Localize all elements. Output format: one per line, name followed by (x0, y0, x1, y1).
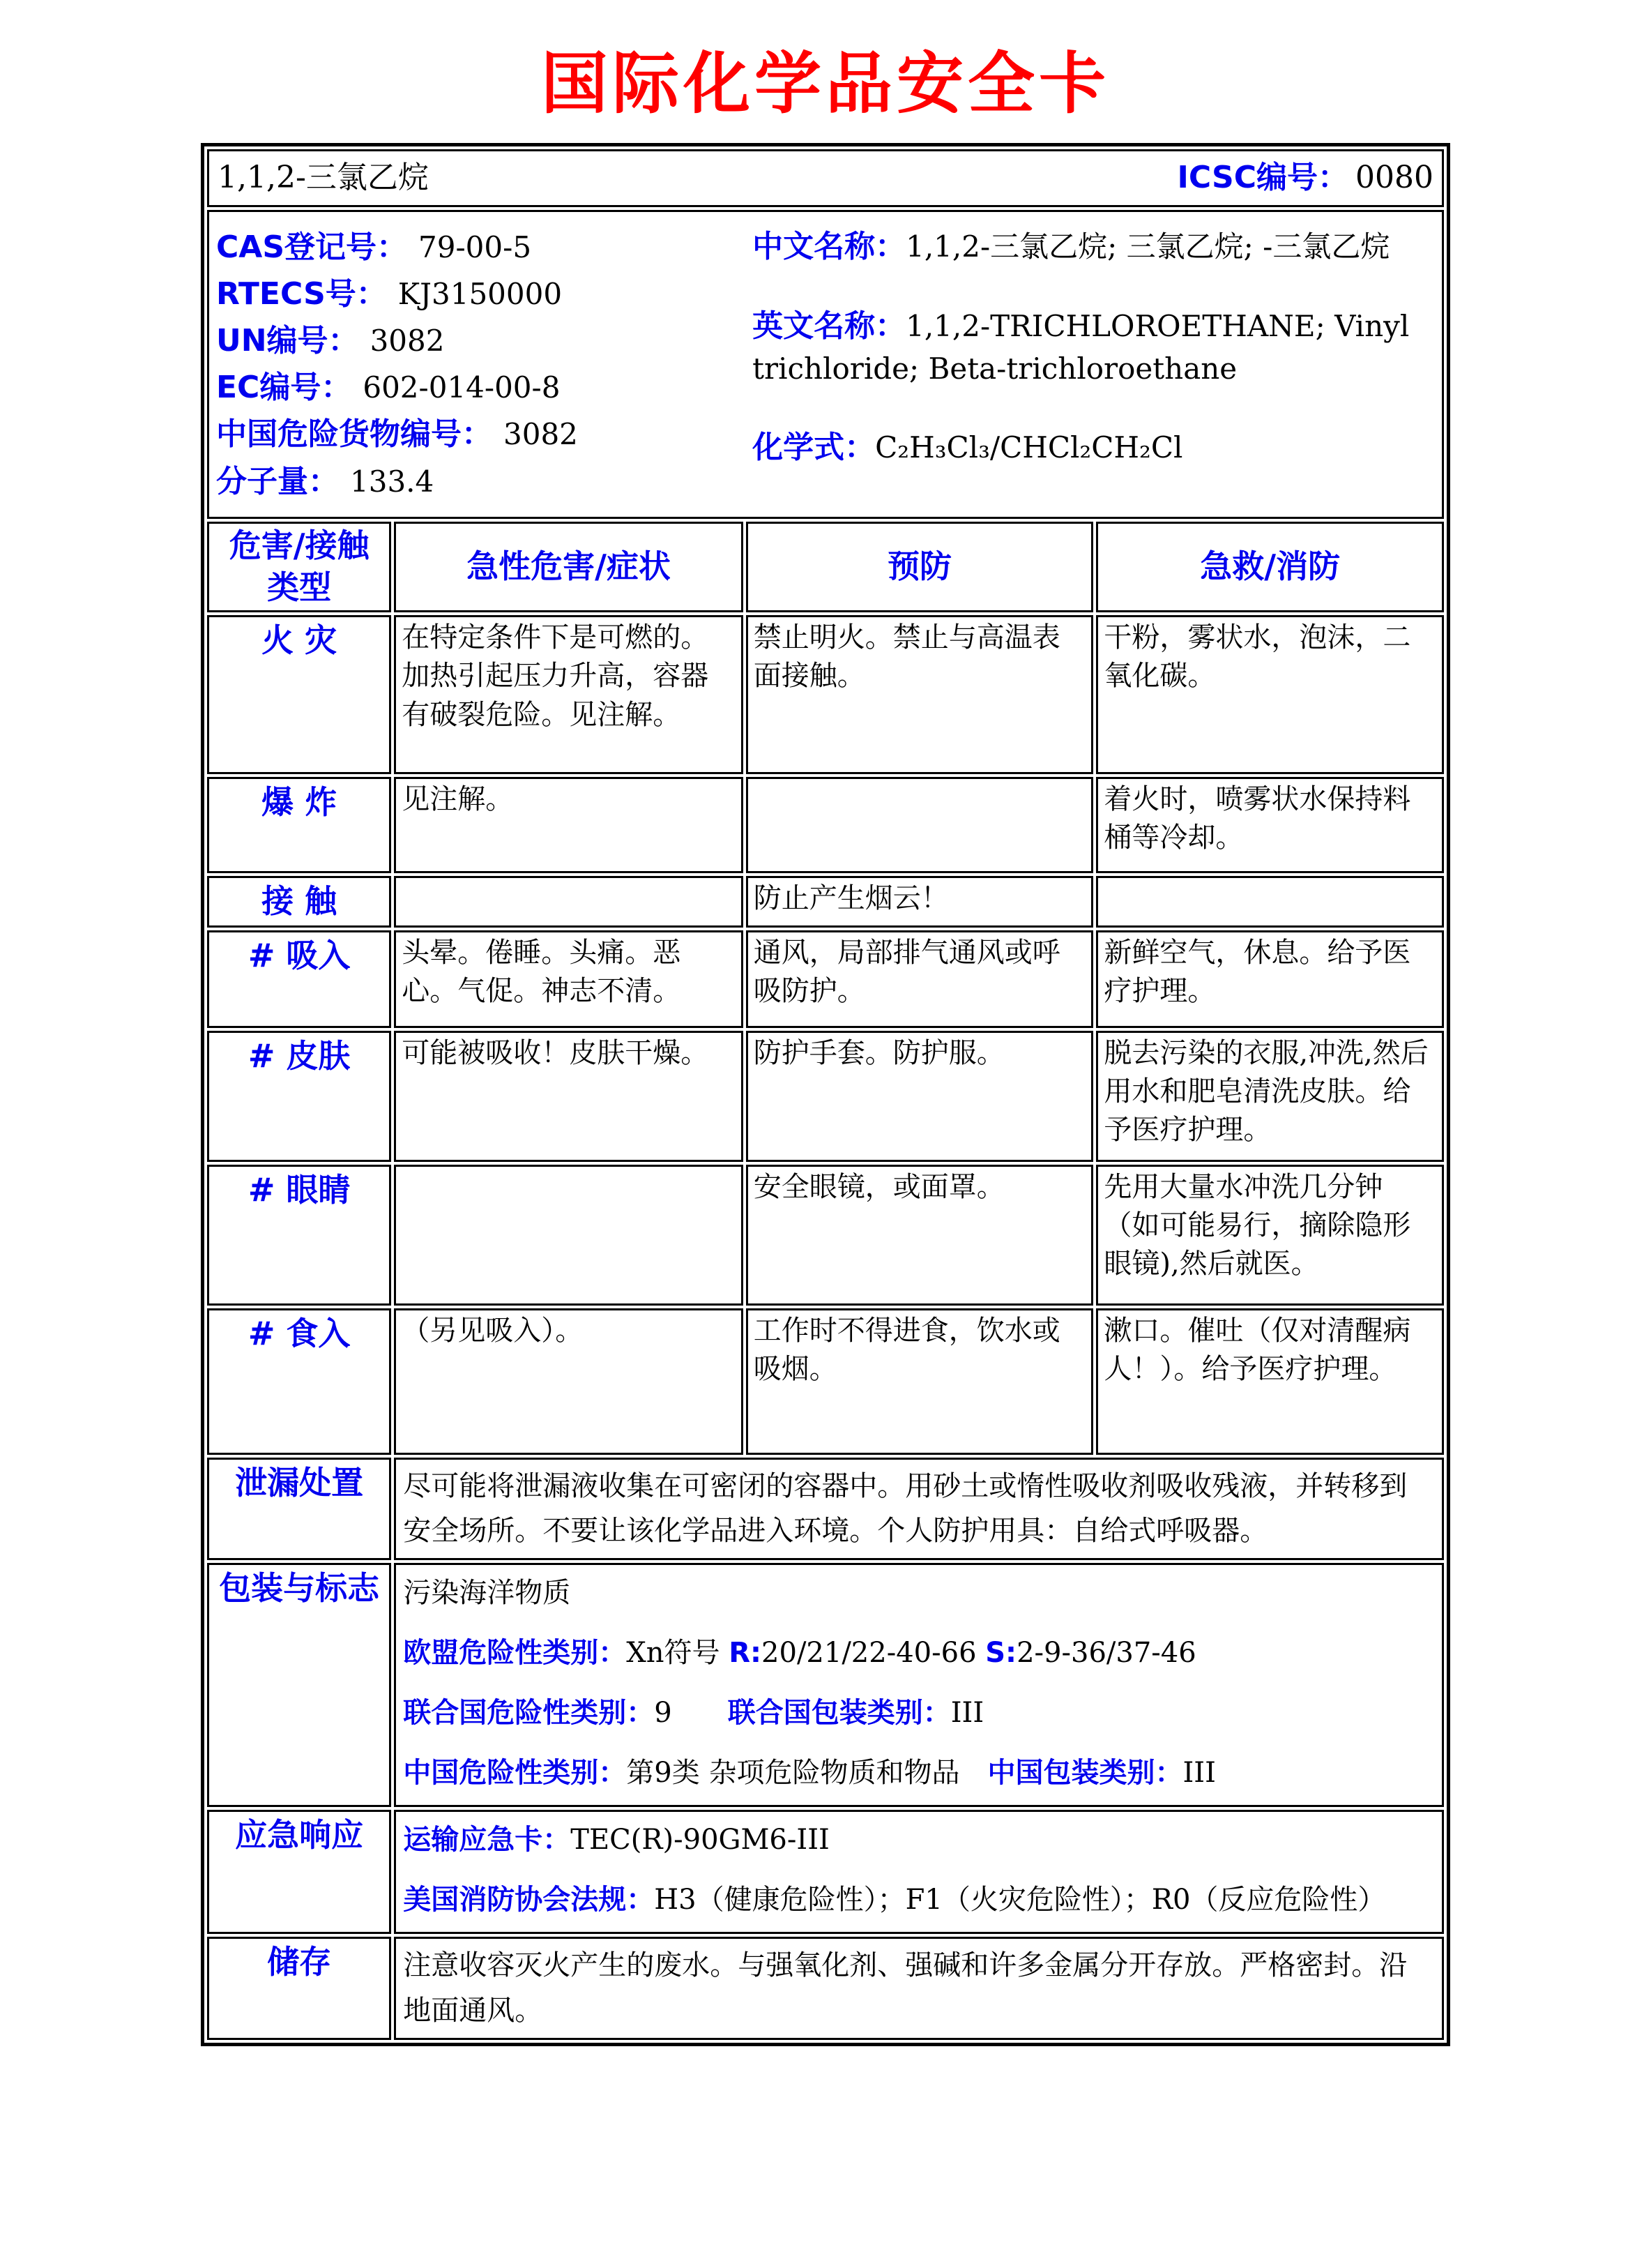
emergency-text (402, 1813, 1436, 1930)
packaging-line-eu: 欧盟危险性类别：Xn符号 R:20/21/22-40-66 S:2-9-36/37-46 (403, 1637, 1196, 1670)
contact-response (1096, 876, 1444, 927)
hazard-row-ingestion (207, 1308, 1444, 1455)
emergency-line-nfpa: 美国消防协会法规：H3（健康危险性）；F1（火灾危险性）；R0（反应危险性） (403, 1884, 1386, 1917)
storage-text: 注意收容灭火产生的废水。与强氧化剂、强碱和许多金属分开存放。严格密封。沿地面通风。 (403, 1949, 1408, 2027)
row-label-emergency: 应急响应 (235, 1816, 364, 1854)
row-label-explosion: 爆 炸 (261, 783, 337, 822)
row-label-inhalation: # 吸入 (248, 936, 351, 974)
eyes-prevention: 安全眼镜，或面罩。 (746, 1165, 1094, 1306)
explosion-response: 着火时，喷雾状水保持料桶等冷却。 (1096, 777, 1444, 873)
row-label-eyes: # 眼睛 (248, 1170, 351, 1209)
identifier-list (216, 220, 752, 508)
icsc-number-value: 0080 (1355, 160, 1433, 195)
inhalation-symptoms: 头晕。倦睡。头痛。恶心。气促。神志不清。 (394, 930, 743, 1028)
identifier-cas: CAS登记号： 79-00-5 (216, 229, 532, 265)
column-header-response: 急救/消防 (1200, 547, 1341, 585)
hazard-row-skin (207, 1031, 1444, 1162)
column-header-symptoms: 急性危害/症状 (466, 547, 671, 585)
row-label-spill: 泄漏处置 (235, 1463, 364, 1502)
card-header-row (207, 149, 1444, 207)
icsc-number (1178, 157, 1433, 199)
section-row-storage (207, 1937, 1444, 2040)
chemical-formula: 化学式：C₂H₃Cl₃/CHCl₂CH₂Cl (752, 430, 1183, 466)
ingestion-symptoms: （另见吸入）。 (394, 1308, 743, 1455)
packaging-line-marine: 污染海洋物质 (403, 1577, 571, 1610)
chinese-name: 中文名称：1,1,2-三氯乙烷; 三氯乙烷; -三氯乙烷 (752, 228, 1390, 264)
skin-prevention: 防护手套。防护服。 (746, 1031, 1094, 1162)
english-name: 英文名称：1,1,2-TRICHLOROETHANE; Vinyl trichloride; Beta-trichloroethane (752, 308, 1410, 386)
row-label-contact: 接 触 (261, 882, 337, 921)
eyes-symptoms (394, 1165, 743, 1306)
hazard-column-header-row (207, 522, 1444, 612)
skin-symptoms: 可能被吸收！皮肤干燥。 (394, 1031, 743, 1162)
name-list (752, 220, 1435, 508)
inhalation-prevention: 通风，局部排气通风或呼吸防护。 (746, 930, 1094, 1028)
packaging-line-un: 联合国危险性类别：9 联合国包装类别：III (403, 1697, 984, 1730)
substance-name: 1,1,2-三氯乙烷 (218, 160, 429, 195)
ingestion-response: 漱口。催吐（仅对清醒病人！）。给予医疗护理。 (1096, 1308, 1444, 1455)
hazard-row-fire (207, 615, 1444, 774)
column-header-prevention: 预防 (888, 547, 952, 585)
fire-symptoms: 在特定条件下是可燃的。加热引起压力升高，容器有破裂危险。见注解。 (394, 615, 743, 774)
identifier-un: UN编号： 3082 (216, 323, 445, 359)
hazard-row-explosion (207, 777, 1444, 873)
icsc-number-label: ICSC编号： (1177, 160, 1349, 195)
hazard-row-inhalation (207, 930, 1444, 1028)
row-label-ingestion: # 食入 (248, 1314, 351, 1352)
identifier-ec: EC编号： 602-014-00-8 (216, 370, 561, 406)
section-row-spill (207, 1458, 1444, 1561)
identity-row (207, 210, 1444, 519)
packaging-line-china: 中国危险性类别：第9类 杂项危险物质和物品 中国包装类别：III (403, 1757, 1216, 1790)
eyes-response: 先用大量水冲洗几分钟（如可能易行，摘除隐形眼镜),然后就医。 (1096, 1165, 1444, 1306)
row-label-packaging: 包装与标志 (219, 1569, 380, 1608)
icsc-card-table (201, 143, 1450, 2046)
identifier-rtecs: RTECS号： KJ3150000 (216, 275, 563, 312)
row-label-skin: # 皮肤 (248, 1036, 351, 1075)
hazard-row-contact (207, 876, 1444, 927)
row-label-storage: 储存 (267, 1943, 332, 1981)
row-label-fire: 火 灾 (261, 621, 337, 660)
fire-response: 干粉，雾状水，泡沫，二氧化碳。 (1096, 615, 1444, 774)
emergency-line-tec: 运输应急卡：TEC(R)-90GM6-III (403, 1824, 830, 1857)
explosion-prevention (746, 777, 1094, 873)
packaging-text (402, 1566, 1436, 1804)
inhalation-response: 新鲜空气，休息。给予医疗护理。 (1096, 930, 1444, 1028)
identifier-mol-weight: 分子量： 133.4 (216, 463, 434, 499)
contact-prevention: 防止产生烟云！ (746, 876, 1094, 927)
column-header-hazard-type: 危害/接触类型 (229, 526, 370, 607)
page-title: 国际化学品安全卡 (541, 44, 1110, 123)
contact-symptoms (394, 876, 743, 927)
ingestion-prevention: 工作时不得进食，饮水或吸烟。 (746, 1308, 1094, 1455)
section-row-emergency (207, 1810, 1444, 1934)
spill-text: 尽可能将泄漏液收集在可密闭的容器中。用砂土或惰性吸收剂吸收残液，并转移到安全场所。不要让该化学品进入环境。个人防护用具：自给式呼吸器。 (403, 1469, 1408, 1548)
fire-prevention: 禁止明火。禁止与高温表面接触。 (746, 615, 1094, 774)
icsc-card-sheet (201, 31, 1450, 2046)
section-row-packaging (207, 1563, 1444, 1807)
explosion-symptoms: 见注解。 (394, 777, 743, 873)
skin-response: 脱去污染的衣服,冲洗,然后用水和肥皂清洗皮肤。给予医疗护理。 (1096, 1031, 1444, 1162)
hazard-row-eyes (207, 1165, 1444, 1306)
identifier-china-dg: 中国危险货物编号： 3082 (216, 416, 578, 453)
